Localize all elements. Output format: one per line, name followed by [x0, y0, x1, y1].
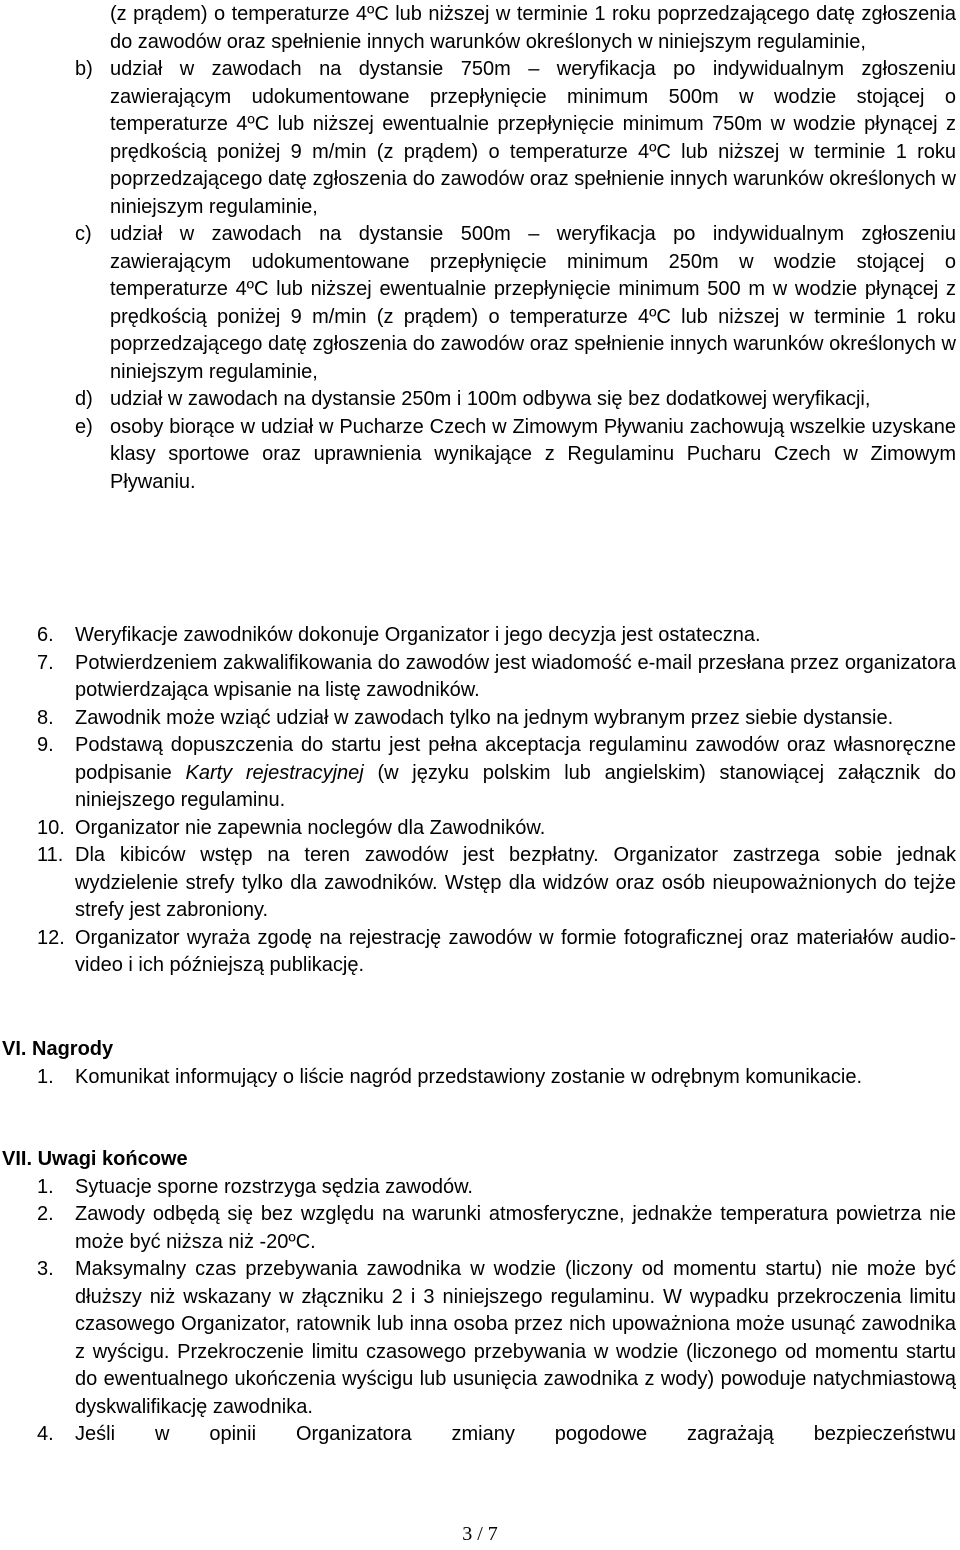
list-number: 4. — [37, 1423, 54, 1445]
list-item-text: udział w zawodach na dystansie 500m – weryfikacja po indywidualnym zgłoszeniu zawierającym udokumentowane przepłynięcie minimum 250m w wodzie stojącej o temperaturze 4ºC lub niższej ewentualnie przepłynięcie minimum 500 m w wodzie płynącej z prędkością poniżej 9 m/min (z prądem) o temperaturze 4ºC lub niższej w terminie 1 roku poprzedzającego datę zgłoszenia do zawodów oraz spełnienie innych warunków określonych w niniejszym regulaminie, — [110, 223, 956, 383]
list-item-text: Weryfikacje zawodników dokonuje Organizator i jego decyzja jest ostateczna. — [75, 624, 761, 646]
list-item-text: Zawody odbędą się bez względu na warunki atmosferyczne, jednakże temperatura powietrza nie może być niższa niż -20ºC. — [75, 1203, 956, 1253]
list-item-text: udział w zawodach na dystansie 250m i 100m odbywa się bez dodatkowej weryfikacji, — [110, 388, 871, 410]
list-marker: d) — [75, 388, 93, 410]
section-heading: VII. Uwagi końcowe — [2, 1148, 188, 1170]
page-number: 3 / 7 — [462, 1523, 498, 1545]
list-item-text: Organizator wyraża zgodę na rejestrację zawodów w formie fotograficznej oraz materiałów audio-video i ich późniejszą publikację. — [75, 926, 956, 976]
list-marker: b) — [75, 58, 93, 80]
list-number: 10. — [37, 816, 65, 839]
section-final-remarks — [0, 1146, 956, 1449]
list-item — [0, 925, 956, 980]
list-item — [0, 1421, 956, 1449]
italic-document-name: Karty rejestracyjnej — [185, 761, 364, 784]
list-item — [0, 650, 956, 705]
text-segment: (w języku polskim lub angielskim) stanowiącej załącznik do niniejszego regulaminu. — [75, 761, 956, 811]
list-item — [0, 386, 956, 414]
list-number: 6. — [37, 624, 54, 646]
list-marker: e) — [75, 415, 93, 438]
list-item-text: Maksymalny czas przebywania zawodnika w wodzie (liczony od momentu startu) nie może być dłuższy niż wskazany w złączniku 2 i 3 niniejszego regulaminu. W wypadku przekroczenia limitu czasowego Organizator, ratownik lub inna osoba przez nich upoważniona może usunąć zawodnika z wyścigu. Przekroczenie limitu czasowego przebywania w wodzie (liczonego od momentu startu do ewentualnego ukończenia wyścigu lub usunięcia zawodnika z wody) powoduje natychmiastową dyskwalifikację zawodnika. — [75, 1258, 956, 1418]
list-number: 12. — [37, 926, 65, 949]
list-item — [0, 56, 956, 221]
list-item — [0, 622, 956, 650]
list-item — [0, 1174, 956, 1202]
list-number: 3. — [37, 1258, 54, 1280]
list-item — [0, 221, 956, 386]
list-number: 7. — [37, 651, 54, 674]
list-item-text: Komunikat informujący o liście nagród przedstawiony zostanie w odrębnym komunikacie. — [75, 1065, 863, 1088]
list-item-text: Jeśli w opinii Organizatora zmiany pogodowe zagrażają bezpieczeństwu — [75, 1423, 956, 1445]
list-item-text: Dla kibiców wstęp na teren zawodów jest bezpłatny. Organizator zastrzega sobie jednak wydzielenie strefy tylko dla zawodników. Wstęp dla widzów oraz osób nieupoważnionych do tejże strefy jest zabroniony. — [75, 844, 956, 921]
list-item — [0, 414, 956, 497]
text-segment: Podstawą dopuszczenia do startu jest pełna akceptacja regulaminu zawodów oraz własnoręczne podpisanie — [75, 734, 956, 784]
list-item-text: osoby biorące w udział w Pucharze Czech w Zimowym Pływaniu zachowują wszelkie uzyskane klasy sportowe oraz uprawnienia wynikające z Regulaminu Pucharu Czech w Zimowym Pływaniu. — [110, 415, 956, 493]
list-number: 11. — [37, 844, 64, 866]
list-item — [0, 705, 956, 733]
list-item — [0, 815, 956, 843]
list-item-text: udział w zawodach na dystansie 750m – weryfikacja po indywidualnym zgłoszeniu zawierającym udokumentowane przepłynięcie minimum 500m w wodzie stojącej o temperaturze 4ºC lub niższej ewentualnie przepłynięcie minimum 750m w wodzie płynącej z prędkością poniżej 9 m/min (z prądem) o temperaturze 4ºC lub niższej w terminie 1 roku poprzedzającego datę zgłoszenia do zawodów oraz spełnienie innych warunków określonych w niniejszym regulaminie, — [110, 58, 956, 218]
list-item — [0, 1064, 956, 1092]
list-marker: c) — [75, 223, 92, 245]
list-item-text: Zawodnik może wziąć udział w zawodach tylko na jednym wybranym przez siebie dystansie. — [75, 706, 894, 729]
list-item — [0, 1201, 956, 1256]
list-item — [0, 1256, 956, 1421]
numbered-list — [0, 622, 956, 980]
list-number: 9. — [37, 734, 54, 756]
list-item-text — [75, 732, 956, 815]
list-item-text: Organizator nie zapewnia noclegów dla Zawodników. — [75, 816, 546, 839]
section-prizes — [0, 1036, 956, 1091]
intro-continuation: (z prądem) o temperaturze 4ºC lub niższej w terminie 1 roku poprzedzającego datę zgłoszenia do zawodów oraz spełnienie innych warunków określonych w niniejszym regulaminie, — [110, 3, 956, 53]
lettered-list — [0, 1, 956, 496]
list-number: 1. — [37, 1065, 54, 1088]
list-item-text: Potwierdzeniem zakwalifikowania do zawodów jest wiadomość e-mail przesłana przez organizatora potwierdzająca wpisanie na listę zawodników. — [75, 651, 956, 701]
list-item — [0, 732, 956, 815]
list-item — [0, 842, 956, 925]
section-heading: VI. Nagrody — [2, 1038, 114, 1060]
list-item-text: Sytuacje sporne rozstrzyga sędzia zawodów. — [75, 1175, 473, 1198]
list-number: 1. — [37, 1175, 54, 1198]
list-number: 8. — [37, 706, 54, 729]
list-number: 2. — [37, 1203, 54, 1225]
